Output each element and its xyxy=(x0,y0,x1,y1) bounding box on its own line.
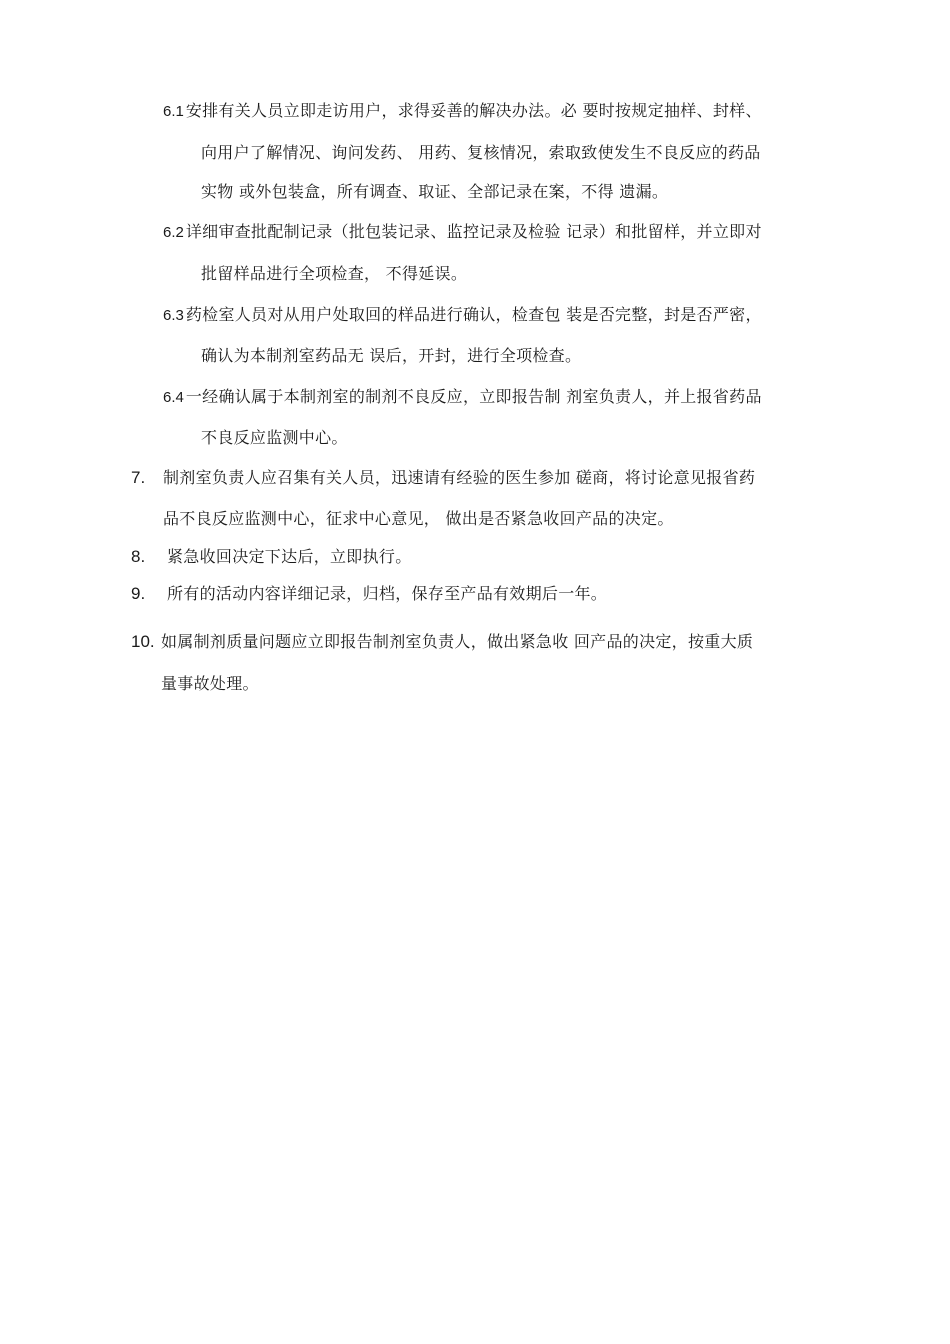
item-6-1-line-2: 向用户了解情况、询问发药、 用药、复核情况，索取致使发生不良反应的药品 xyxy=(201,143,761,162)
item-6-4-line-1 xyxy=(163,386,762,409)
item-10-number: 10. xyxy=(131,632,155,651)
item-6-3-line-1 xyxy=(163,304,762,327)
item-9-number: 9. xyxy=(131,584,146,603)
item-6-1-text-1: 安排有关人员立即走访用户，求得妥善的解决办法。必 要时按规定抽样、封样、 xyxy=(185,101,762,120)
item-6-1-number: 6.1 xyxy=(163,103,184,120)
item-10-line-2: 量事故处理。 xyxy=(161,674,259,693)
item-6-4-text-1: 一经确认属于本制剂室的制剂不良反应，立即报告制 剂室负责人，并上报省药品 xyxy=(185,387,762,406)
item-7-line-2: 品不良反应监测中心，征求中心意见， 做出是否紧急收回产品的决定。 xyxy=(163,509,674,528)
item-6-2-number: 6.2 xyxy=(163,224,184,241)
item-6-3-line-2: 确认为本制剂室药品无 误后，开封，进行全项检查。 xyxy=(201,346,582,365)
item-6-4-number: 6.4 xyxy=(163,389,184,406)
item-10-line-1: 如属制剂质量问题应立即报告制剂室负责人，做出紧急收 回产品的决定，按重大质 xyxy=(161,632,754,651)
item-8-number: 8. xyxy=(131,547,146,566)
item-6-2-line-1 xyxy=(163,221,762,244)
item-6-3-text-1: 药检室人员对从用户处取回的样品进行确认，检查包 装是否完整，封是否严密， xyxy=(185,305,762,324)
item-6-1-line-1 xyxy=(163,100,762,123)
item-6-2-line-2: 批留样品进行全项检查， 不得延误。 xyxy=(201,264,468,283)
item-9-line-1: 所有的活动内容详细记录，归档，保存至产品有效期后一年。 xyxy=(167,584,608,603)
item-6-3-number: 6.3 xyxy=(163,307,184,324)
item-6-4-line-2: 不良反应监测中心。 xyxy=(201,428,348,447)
item-7-number: 7. xyxy=(131,468,146,487)
item-6-2-text-1: 详细审查批配制记录（批包装记录、监控记录及检验 记录）和批留样，并立即对 xyxy=(185,222,762,241)
item-6-1-line-3: 实物 或外包装盒，所有调查、取证、全部记录在案，不得 遗漏。 xyxy=(201,182,669,201)
item-8-line-1: 紧急收回决定下达后，立即执行。 xyxy=(167,547,412,566)
item-7-line-1: 制剂室负责人应召集有关人员，迅速请有经验的医生参加 磋商，将讨论意见报省药 xyxy=(163,468,756,487)
